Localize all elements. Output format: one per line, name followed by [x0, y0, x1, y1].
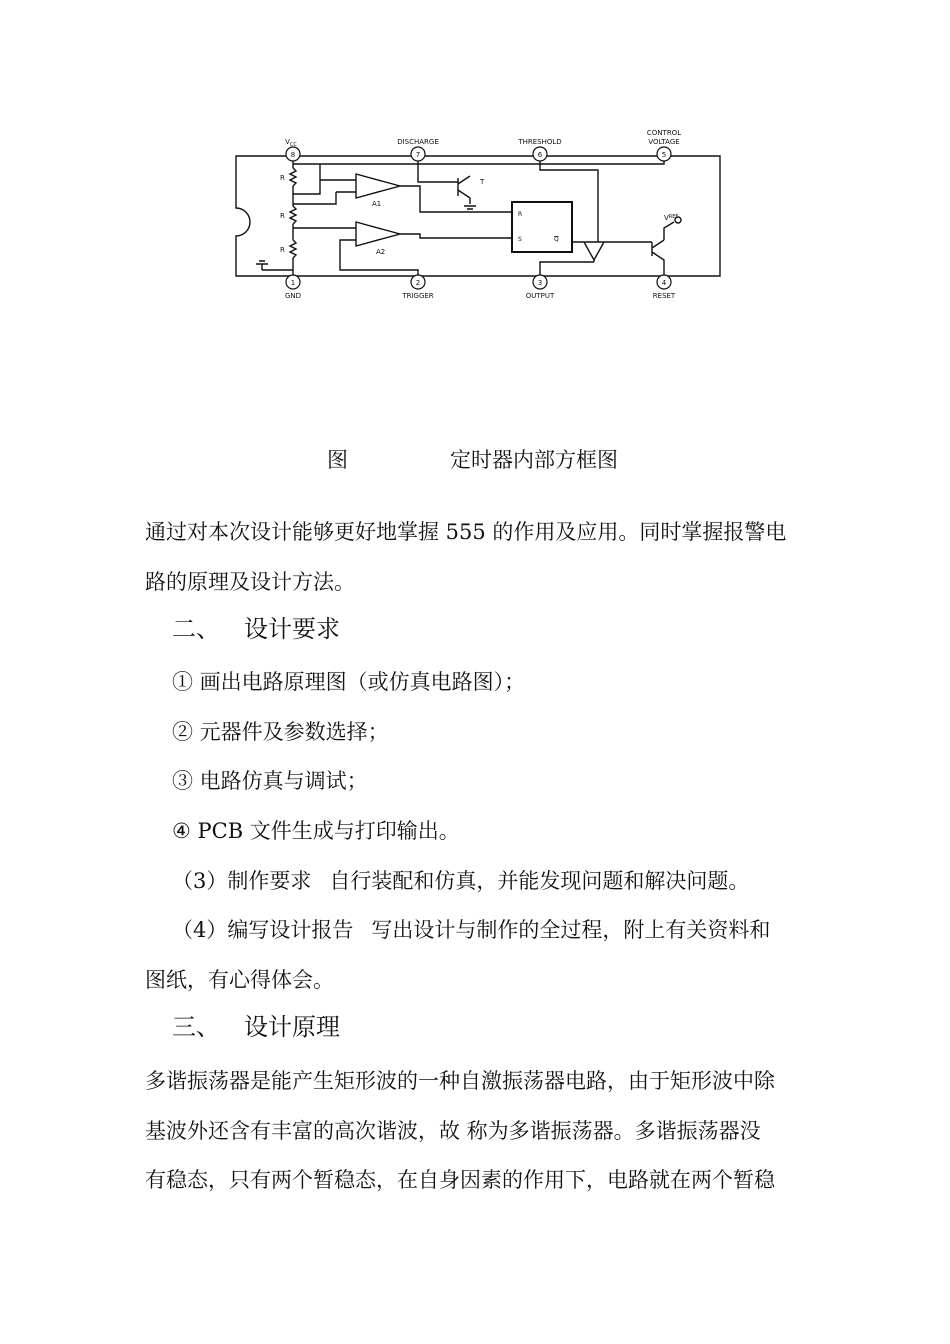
paragraph-line: 路的原理及设计方法。 — [145, 570, 355, 594]
output-label: OUTPUT — [525, 292, 555, 300]
timer-block-diagram — [228, 124, 728, 304]
requirement-item — [172, 915, 770, 945]
figure-caption-title: 定时器内部方框图 — [450, 448, 618, 472]
pin-number: 2 — [415, 279, 421, 287]
pin-number: 5 — [661, 151, 667, 159]
transistor-t — [458, 176, 470, 204]
figure-caption-prefix: 图 — [327, 448, 348, 472]
pin-number: 3 — [537, 279, 543, 287]
paragraph-line: 通过对本次设计能够更好地掌握 555 的作用及应用。同时掌握报警电 — [145, 520, 787, 544]
trigger-label: TRIGGER — [402, 292, 434, 300]
resistor-label: R — [280, 212, 285, 220]
section-title: 设计原理 — [244, 1013, 340, 1041]
vref-label: $V^{REF}$ — [664, 214, 679, 222]
reset-label: RESET — [652, 292, 676, 300]
vcc-label: $V_{CC}$ — [285, 138, 297, 148]
resistor-label: R — [280, 246, 285, 254]
requirement-text: 写出设计与制作的全过程，附上有关资料和 — [371, 918, 771, 942]
requirement-item: ① 画出电路原理图（或仿真电路图）； — [172, 670, 526, 694]
discharge-label: DISCHARGE — [397, 138, 439, 146]
section-heading-3 — [172, 1012, 340, 1042]
pin-number: 6 — [537, 151, 543, 159]
pin-number: 7 — [415, 151, 421, 159]
requirement-item: ④ PCB 文件生成与打印输出。 — [172, 819, 460, 843]
resistor-label: R — [280, 174, 285, 182]
requirement-item: ③ 电路仿真与调试； — [172, 769, 368, 793]
pin-number: 4 — [661, 279, 667, 287]
output-buffer — [584, 242, 604, 260]
section-title: 设计要求 — [244, 615, 340, 643]
flip-flop-s-label: S — [518, 236, 522, 243]
resistor-r3 — [290, 240, 296, 258]
comparator-a2-label: A2 — [376, 248, 386, 256]
transistor-t-label: T — [480, 178, 485, 186]
flip-flop — [512, 202, 572, 252]
control-label-2: VOLTAGE — [648, 138, 680, 146]
requirement-text: 自行装配和仿真，并能发现问题和解决问题。 — [329, 869, 750, 893]
section-number: 二、 — [172, 615, 220, 643]
paragraph-line: 有稳态，只有两个暂稳态，在自身因素的作用下，电路就在两个暂稳 — [145, 1168, 775, 1192]
flip-flop-q-label: Q — [554, 236, 559, 243]
paragraph-line: 多谐振荡器是能产生矩形波的一种自激振荡器电路，由于矩形波中除 — [145, 1069, 775, 1093]
section-heading-2 — [172, 614, 340, 644]
comparator-a1-label: A1 — [372, 200, 382, 208]
section-number: 三、 — [172, 1013, 220, 1041]
resistor-r1 — [290, 168, 296, 186]
requirement-item — [172, 866, 749, 896]
control-label-1: CONTROL — [646, 129, 682, 137]
paragraph-line: 图纸，有心得体会。 — [145, 968, 334, 992]
pin-number: 8 — [290, 151, 296, 159]
resistor-r2 — [290, 206, 296, 224]
comparator-a1 — [356, 174, 400, 198]
requirement-item: ② 元器件及参数选择； — [172, 720, 389, 744]
ic-outline — [236, 156, 720, 276]
flip-flop-r-label: R — [518, 211, 523, 218]
gnd-label: GND — [284, 292, 302, 300]
pin-number: 1 — [290, 279, 296, 287]
requirement-label: （4）编写设计报告 — [172, 918, 354, 942]
paragraph-line: 基波外还含有丰富的高次谐波，故 称为多谐振荡器。多谐振荡器没 — [145, 1119, 761, 1143]
threshold-label: THRESHOLD — [518, 138, 562, 146]
comparator-a2 — [356, 222, 400, 246]
requirement-label: （3）制作要求 — [172, 869, 312, 893]
